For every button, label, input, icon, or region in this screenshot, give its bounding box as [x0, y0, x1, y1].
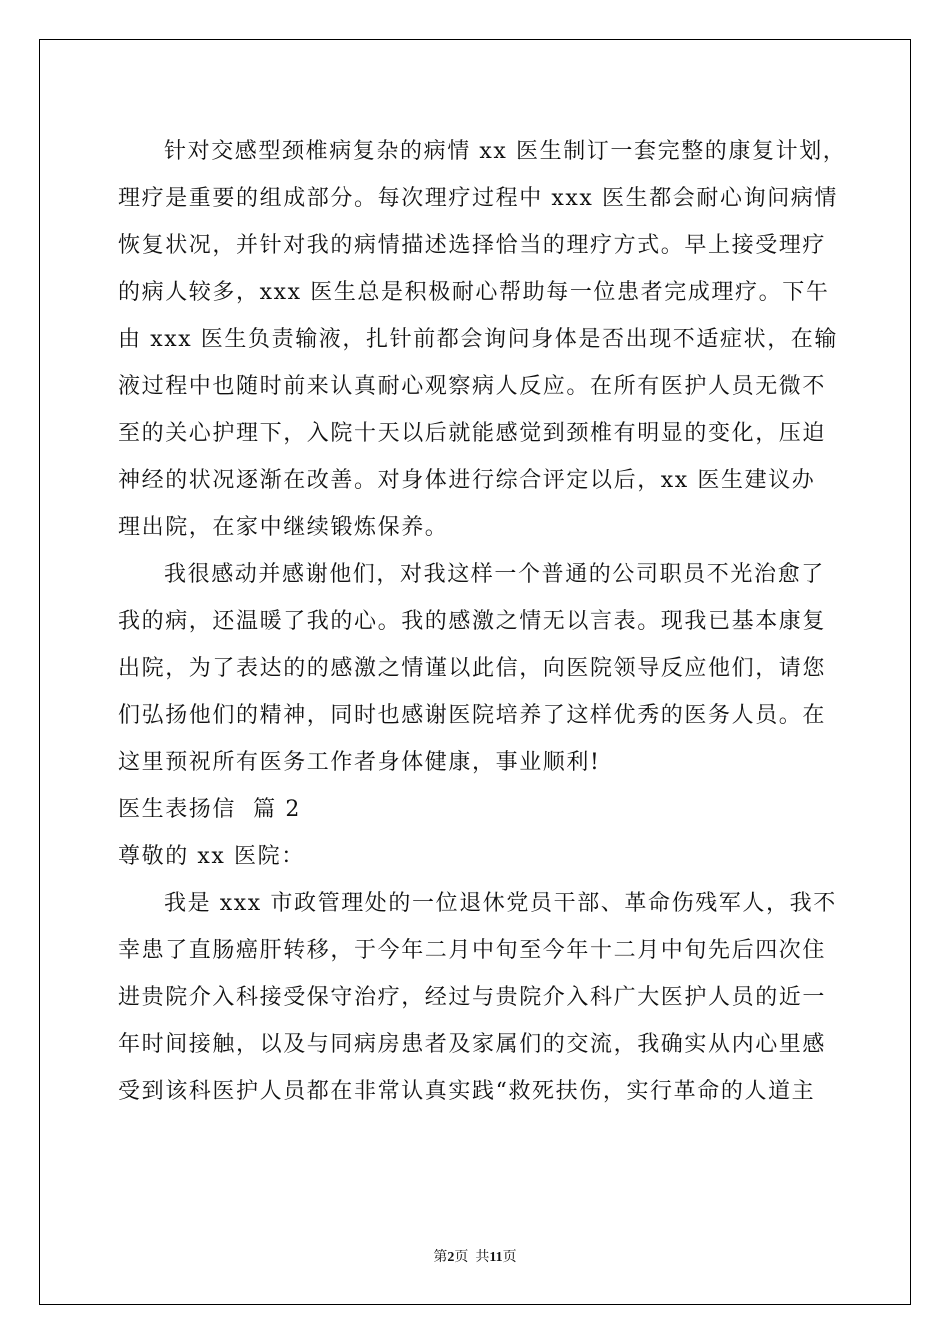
- paragraph-line: 液过程中也随时前来认真耐心观察病人反应。在所有医护人员无微不: [118, 374, 827, 399]
- paragraph-line: 针对交感型颈椎病复杂的病情 xx 医生制订一套完整的康复计划，: [164, 139, 847, 164]
- footer-suffix: 页: [502, 1250, 517, 1265]
- paragraph-line: 神经的状况逐渐在改善。对身体进行综合评定以后，xx 医生建议办: [118, 468, 816, 493]
- paragraph-line: 我的病，还温暖了我的心。我的感激之情无以言表。现我已基本康复: [118, 609, 827, 634]
- paragraph-line: 进贵院介入科接受保守治疗，经过与贵院介入科广大医护人员的近一: [118, 985, 827, 1010]
- footer-prefix: 第: [433, 1250, 448, 1265]
- paragraph-line: 我是 xxx 市政管理处的一位退休党员干部、革命伤残军人，我不: [164, 891, 837, 916]
- paragraph-line: 理出院，在家中继续锻炼保养。: [118, 515, 449, 540]
- paragraph-line: 年时间接触，以及与同病房患者及家属们的交流，我确实从内心里感: [118, 1032, 827, 1057]
- section-heading: 医生表扬信 篇 2: [118, 797, 301, 822]
- paragraph-line: 理疗是重要的组成部分。每次理疗过程中 xxx 医生都会耐心询问病情: [118, 186, 839, 211]
- footer-page-total: 11: [489, 1250, 503, 1265]
- paragraph-line: 出院，为了表达的的感激之情谨以此信，向医院领导反应他们，请您: [118, 656, 827, 681]
- paragraph-line: 恢复状况，并针对我的病情描述选择恰当的理疗方式。早上接受理疗: [118, 233, 827, 258]
- paragraph-line: 由 xxx 医生负责输液，扎针前都会询问身体是否出现不适症状，在输: [118, 327, 839, 352]
- salutation: 尊敬的 xx 医院：: [118, 844, 305, 869]
- footer-page-number: 2: [447, 1250, 455, 1265]
- page-footer: [0, 1246, 950, 1266]
- paragraph-line: 这里预祝所有医务工作者身体健康，事业顺利!: [118, 750, 601, 775]
- paragraph-line: 我很感动并感谢他们，对我这样一个普通的公司职员不光治愈了: [164, 562, 825, 587]
- paragraph-line: 们弘扬他们的精神，同时也感谢医院培养了这样优秀的医务人员。在: [118, 703, 827, 728]
- footer-mid: 页 共: [454, 1250, 490, 1265]
- paragraph-line: 幸患了直肠癌肝转移，于今年二月中旬至今年十二月中旬先后四次住: [118, 938, 827, 963]
- paragraph-line: 的病人较多，xxx 医生总是积极耐心帮助每一位患者完成理疗。下午: [118, 280, 830, 305]
- paragraph-line: 至的关心护理下，入院十天以后就能感觉到颈椎有明显的变化，压迫: [118, 421, 827, 446]
- paragraph-line: 受到该科医护人员都在非常认真实践“救死扶伤，实行革命的人道主: [118, 1079, 816, 1104]
